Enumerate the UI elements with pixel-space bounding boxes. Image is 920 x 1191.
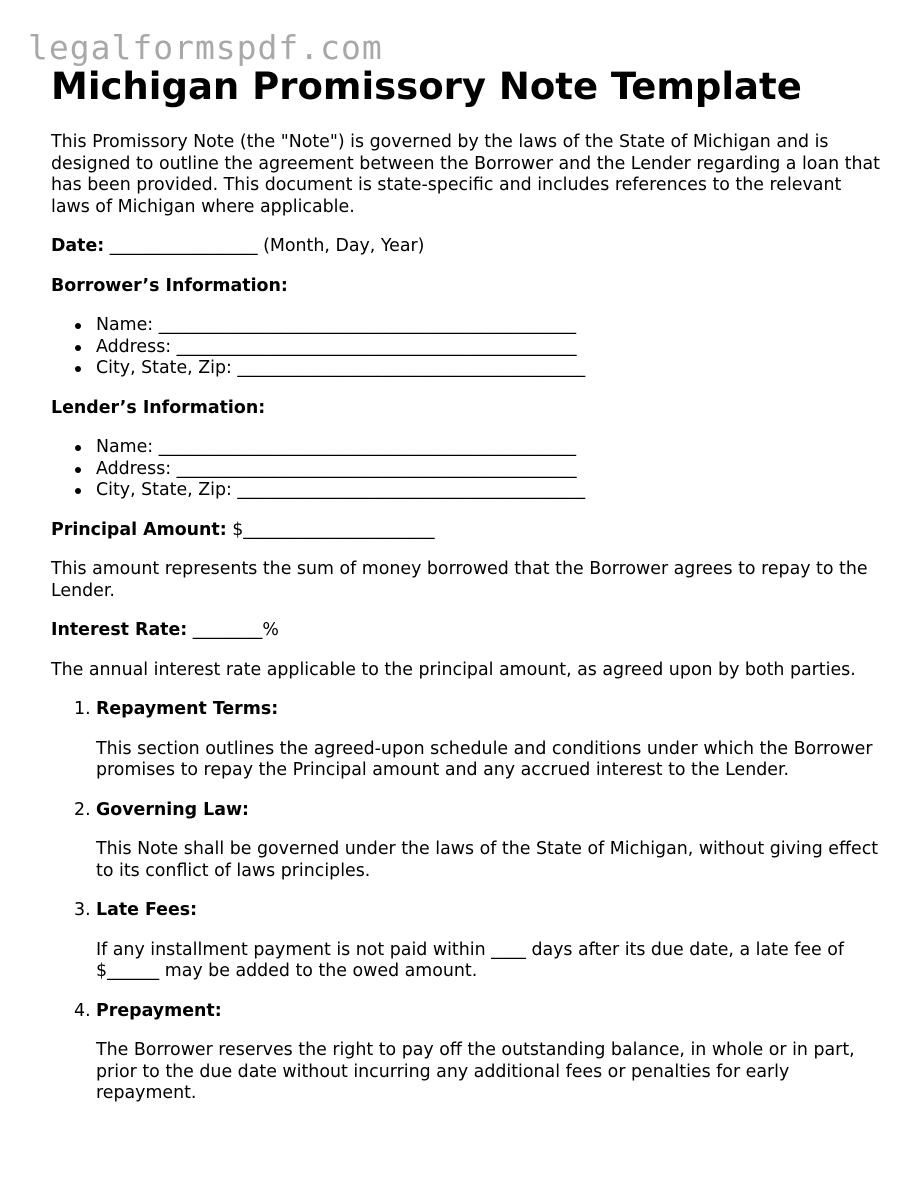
intro-paragraph: This Promissory Note (the "Note") is governed by the laws of the State of Michigan and is designed to outline the agreement between the Borrower and the Lender regarding a loan that has been provided. This document is state-specific and includes references to the relevant laws of Michigan where applicable.: [51, 132, 880, 217]
section-governing-law: [74, 799, 881, 883]
document-title: Michigan Promissory Note Template: [51, 65, 802, 108]
site-watermark: legalformspdf.com: [28, 28, 383, 67]
borrower-address-field: Address: ______________________________________________: [96, 337, 881, 359]
section-number: 1.: [74, 699, 91, 719]
section-late-fees: [74, 900, 881, 983]
section-repayment-terms: [74, 699, 881, 782]
borrower-heading: Borrower’s Information:: [51, 275, 288, 296]
section-title: Repayment Terms:: [96, 699, 279, 719]
date-field: [51, 236, 881, 258]
date-label: Date:: [51, 236, 105, 256]
lender-info-list: [51, 437, 881, 502]
lender-address-field: Address: ______________________________________________: [96, 459, 881, 481]
date-blank: _________________ (Month, Day, Year): [104, 236, 425, 256]
section-body: If any installment payment is not paid within ____ days after its due date, a late fee of $______ may be added to the owed amount.: [96, 939, 845, 981]
interest-description: The annual interest rate applicable to the principal amount, as agreed upon by both parties.: [51, 659, 856, 680]
principal-blank: $______________________: [226, 519, 435, 540]
lender-heading: Lender’s Information:: [51, 397, 266, 418]
interest-field: [51, 620, 881, 642]
terms-sections-list: [51, 699, 881, 1105]
section-body: This Note shall be governed under the laws of the State of Michigan, without giving effect to its conflict of laws principles.: [96, 839, 879, 881]
borrower-name-field: Name: ________________________________________________: [96, 315, 881, 337]
principal-field: [51, 520, 881, 542]
section-body: The Borrower reserves the right to pay off the outstanding balance, in whole or in part, prior to the due date without incurring any additional fees or penalties for early repayment.: [96, 1040, 855, 1103]
principal-label: Principal Amount:: [51, 519, 227, 540]
section-prepayment: [74, 1000, 881, 1105]
interest-blank: ________%: [187, 620, 279, 640]
section-title: Governing Law:: [96, 799, 249, 820]
section-number: 2.: [74, 799, 91, 820]
section-body: This section outlines the agreed-upon schedule and conditions under which the Borrower promises to repay the Principal amount and any accrued interest to the Lender.: [96, 738, 873, 780]
section-title: Prepayment:: [96, 1000, 222, 1021]
lender-name-field: Name: ________________________________________________: [96, 437, 881, 459]
interest-label: Interest Rate:: [51, 620, 188, 640]
document-page: [51, 62, 881, 1123]
borrower-city-state-zip-field: City, State, Zip: ________________________________________: [96, 358, 881, 380]
lender-city-state-zip-field: City, State, Zip: ________________________________________: [96, 480, 881, 502]
section-title: Late Fees:: [96, 900, 198, 920]
section-number: 3.: [74, 900, 91, 920]
principal-description: This amount represents the sum of money borrowed that the Borrower agrees to repay to the Lender.: [51, 559, 868, 601]
borrower-info-list: [51, 315, 881, 380]
section-number: 4.: [74, 1000, 91, 1021]
